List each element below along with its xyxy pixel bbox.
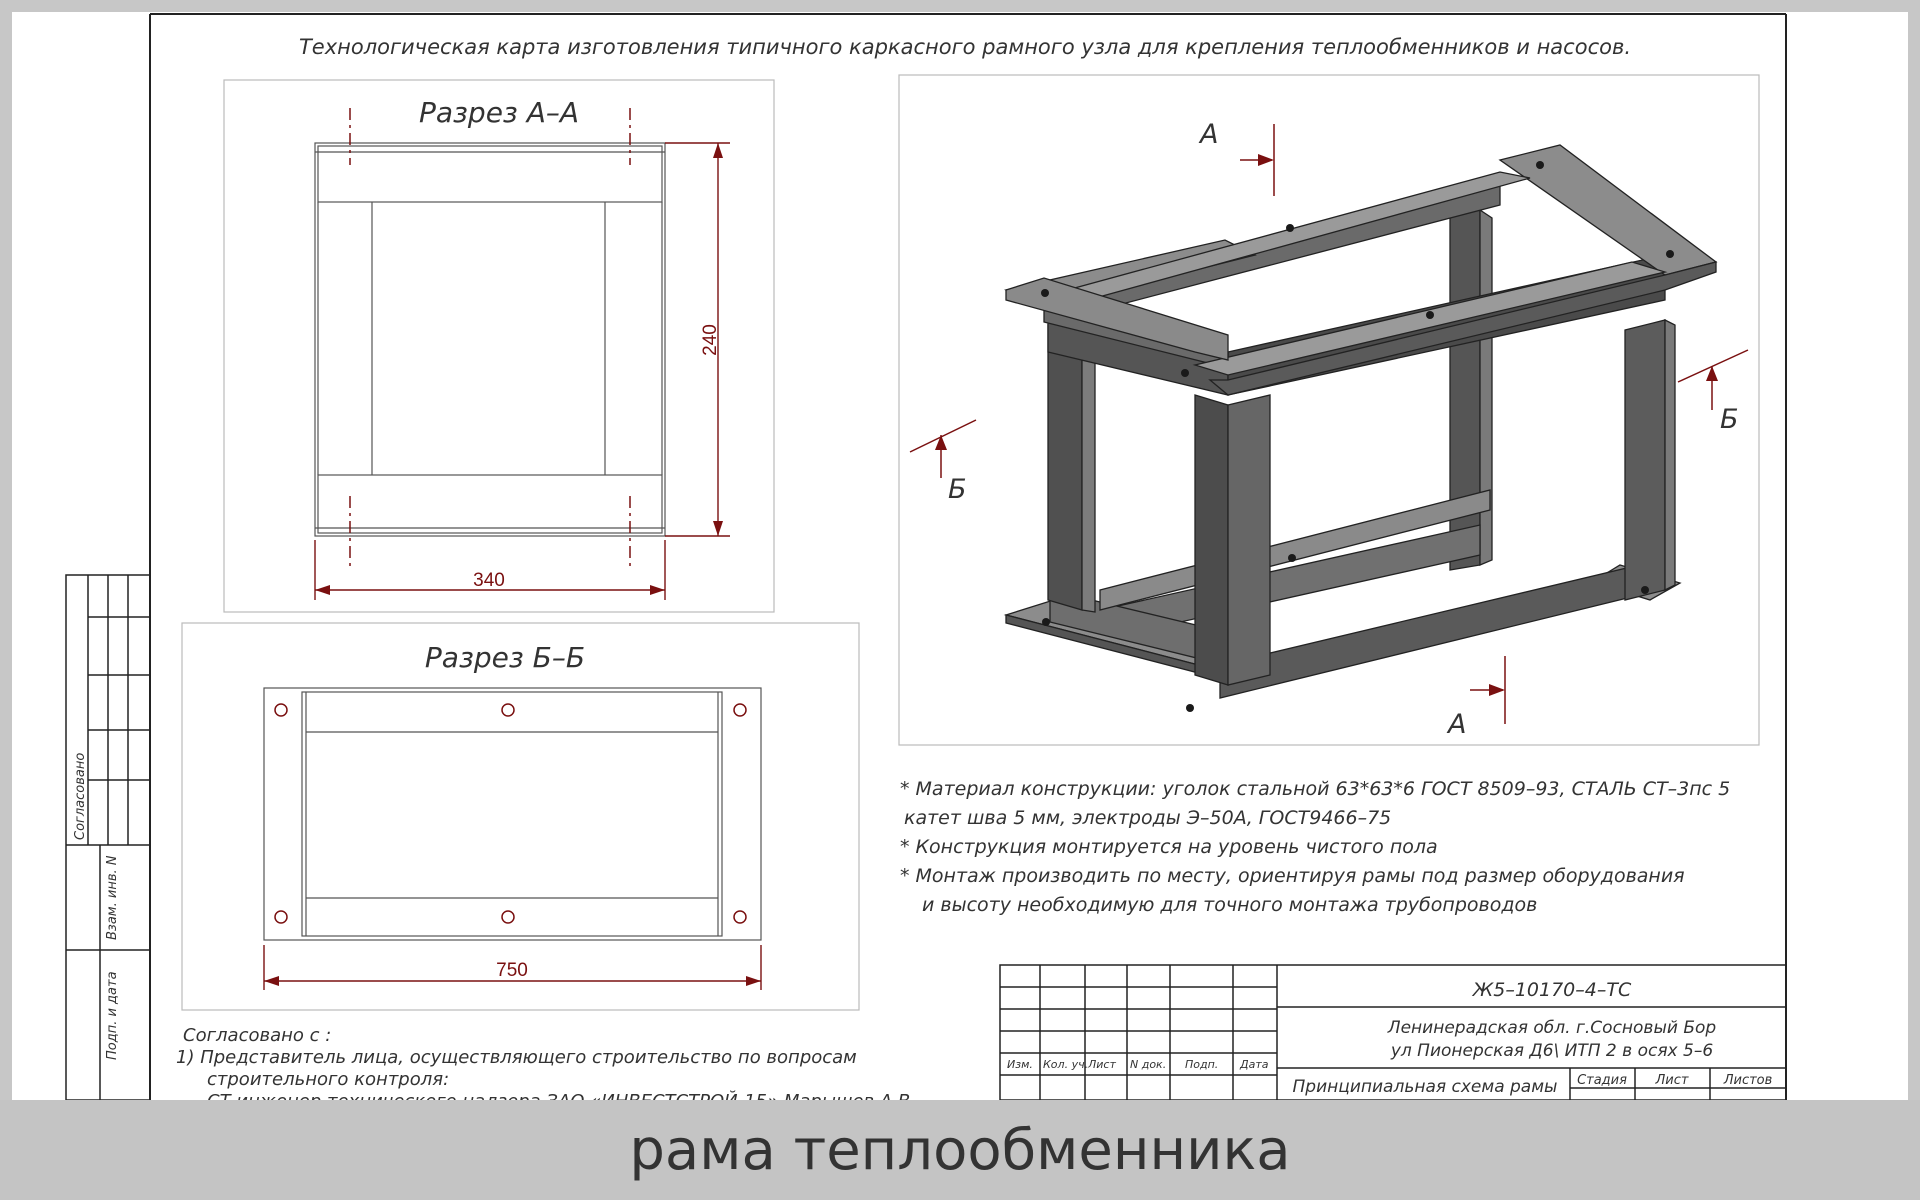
tb-address-2: ул Пионерская Д6\ ИТП 2 в осях 5–6 [1390,1041,1714,1061]
side-stamp-inv: Взам. инв. N [105,855,120,940]
tb-code: Ж5–10170–4–ТС [1472,979,1632,1001]
caption-text: рама теплообменника [629,1117,1291,1183]
section-aa-title: Разрез А–А [418,96,580,129]
note-line-4: * Монтаж производить по месту, ориентируя рамы под размер оборудования [900,865,1685,887]
note-line-1: * Материал конструкции: уголок стальной 63*63*6 ГОСТ 8509–93, СТАЛЬ СТ–3пс 5 [900,778,1731,800]
drawing-title: Технологическая карта изготовления типичного каркасного рамного узла для крепления теплообменников и насосов. [298,35,1632,59]
side-stamp-agreed: Согласовано [73,752,88,840]
agreed-line-1: Согласовано с : [183,1025,332,1046]
tb-sheet: Лист [1655,1073,1689,1088]
caption-band [0,1100,1920,1200]
tb-sheet-title: Принципиальная схема рамы [1292,1077,1558,1097]
tb-col-date: Дата [1240,1058,1269,1071]
iso-label-a-bottom: А [1448,709,1467,740]
dim-aa-width: 340 [473,570,505,591]
tb-sheets: Листов [1723,1073,1773,1088]
tb-col-izm: Изм. [1007,1058,1033,1071]
tb-col-ndoc: N док. [1130,1058,1167,1071]
tb-col-podp: Подп. [1185,1058,1219,1071]
tb-col-list: Лист [1088,1058,1116,1071]
iso-label-b-left: Б [948,474,967,505]
agreed-line-2: 1) Представитель лица, осуществляющего строительство по вопросам [176,1047,857,1068]
iso-label-a-top: А [1200,119,1219,150]
note-line-3: * Конструкция монтируется на уровень чистого пола [900,836,1438,858]
note-line-2: катет шва 5 мм, электроды Э–50А, ГОСТ9466–75 [904,807,1392,829]
agreed-line-3: строительного контроля: [207,1069,450,1090]
side-stamp-sign-date: Подп. и дата [105,971,120,1060]
dim-bb-width: 750 [496,960,528,981]
note-line-5: и высоту необходимую для точного монтажа трубопроводов [922,894,1538,916]
tb-stage: Стадия [1577,1073,1627,1088]
tb-address-1: Ленинерадская обл. г.Сосновый Бор [1387,1018,1717,1038]
tb-col-kol: Кол. уч. [1043,1058,1089,1071]
iso-label-b-right: Б [1720,404,1739,435]
section-bb-title: Разрез Б–Б [424,641,586,674]
dim-aa-height: 240 [700,324,721,356]
